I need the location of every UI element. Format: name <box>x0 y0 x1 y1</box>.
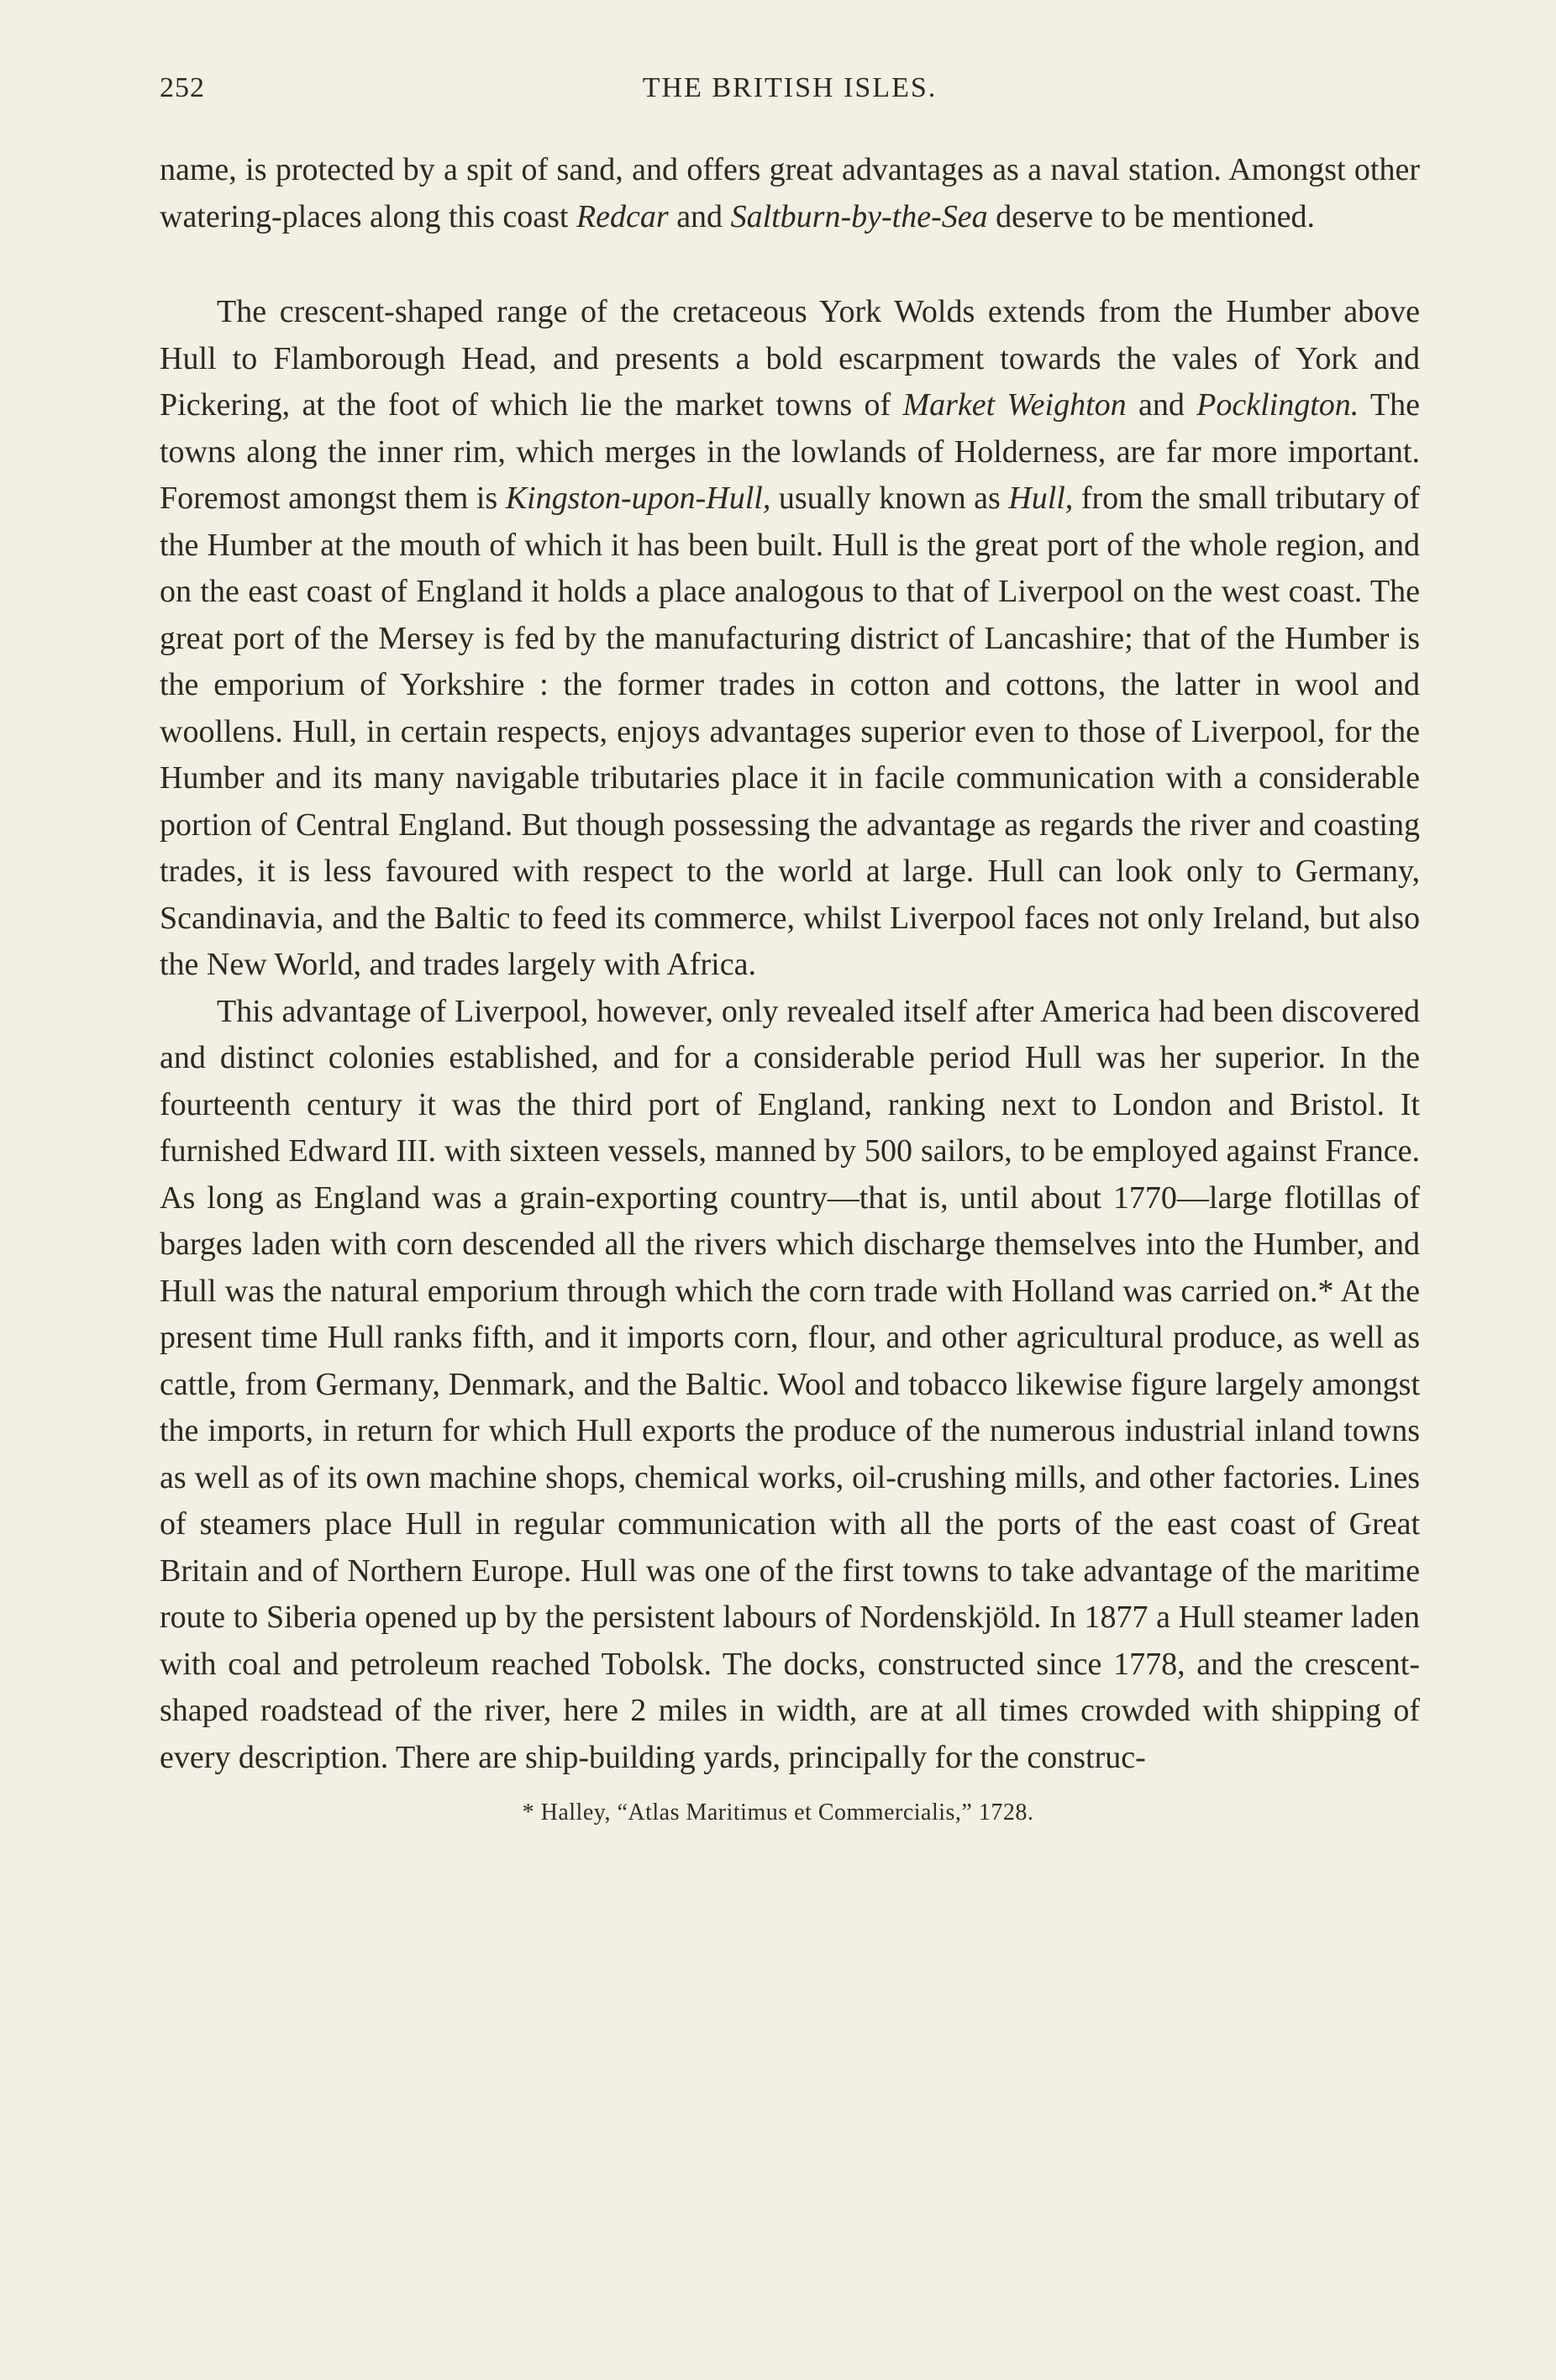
p2-italic-kingston: Kingston-upon-Hull, <box>505 481 771 516</box>
p2-text-c: The towns along the inner rim, which merges in the lowlands of Holderness, are far more important. Foremost amongst them is <box>160 387 1420 516</box>
p2-italic-hull: Hull, <box>1008 481 1074 516</box>
p1-italic-redcar: Redcar <box>576 198 669 234</box>
p2-italic-pocklington: Pocklington. <box>1196 387 1359 423</box>
footnote: * Halley, “Atlas Maritimus et Commercialis,” 1728. <box>522 1799 1034 1826</box>
paragraph-2 <box>160 289 1420 989</box>
p1-text-c: deserve to be mentioned. <box>987 198 1315 234</box>
p2-text-d: usually known as <box>770 481 1009 516</box>
body-text <box>160 147 1420 1781</box>
running-title: THE BRITISH ISLES. <box>642 72 938 103</box>
p1-italic-saltburn: Saltburn-by-the-Sea <box>730 198 988 234</box>
p2-text-e: from the small tributary of the Humber at the mouth of which it has been built. Hull is the great port of the whole region, and on the east coast of England it holds a place analogous to that of Liverpool on the west coast. The great port of the Mersey is fed by the manufacturing district of Lancashire; that of the Humber is the emporium of Yorkshire : the former trades in cotton and cottons, the latter in wool and woollens. Hull, in certain respects, enjoys advantages superior even to those of Liverpool, for the Humber and its many navigable tributaries place it in facile communication with a considerable portion of Central England. But though possessing the advantage as regards the river and coasting trades, it is less favoured with respect to the world at large. Hull can look only to Germany, Scandinavia, and the Baltic to feed its commerce, whilst Liverpool faces not only Ireland, but also the New World, and trades largely with Africa. <box>160 481 1420 982</box>
paragraph-1 <box>160 147 1420 240</box>
page-number: 252 <box>160 72 205 103</box>
paragraph-gap <box>160 240 1420 289</box>
p2-italic-market-weighton: Market Weighton <box>902 387 1127 423</box>
p1-text-a: name, is protected by a spit of sand, and offers great advantages as a naval station. Amongst other watering-places along this coast <box>160 152 1420 234</box>
p2-text-a: The crescent-shaped range of the cretaceous York Wolds extends from the Humber above Hull to Flamborough Head, and presents a bold escarpment towards the vales of York and Pickering, at the foot of which lie the market towns of <box>160 294 1420 423</box>
running-head <box>160 72 1420 123</box>
paragraph-3: This advantage of Liverpool, however, only revealed itself after America had been discovered and distinct colonies established, and for a considerable period Hull was her superior. In the fourteenth century it was the third port of England, ranking next to London and Bristol. It furnished Edward III. with sixteen vessels, manned by 500 sailors, to be employed against France. As long as England was a grain-exporting country—that is, until about 1770—large flotillas of barges laden with corn descended all the rivers which discharge themselves into the Humber, and Hull was the natural emporium through which the corn trade with Holland was carried on.* At the present time Hull ranks fifth, and it imports corn, flour, and other agricultural produce, as well as cattle, from Germany, Denmark, and the Baltic. Wool and tobacco likewise figure largely amongst the imports, in return for which Hull exports the produce of the numerous industrial inland towns as well as of its own machine shops, chemical works, oil-crushing mills, and other factories. Lines of steamers place Hull in regular communication with all the ports of the east coast of Great Britain and of Northern Europe. Hull was one of the first towns to take advantage of the maritime route to Siberia opened up by the persistent labours of Nordenskjöld. In 1877 a Hull steamer laden with coal and petroleum reached Tobolsk. The docks, constructed since 1778, and the crescent-shaped roadstead of the river, here 2 miles in width, are at all times crowded with shipping of every description. There are ship-building yards, principally for the construc- <box>160 993 1420 1775</box>
p1-text-b: and <box>668 198 731 234</box>
p2-text-b: and <box>1126 387 1197 423</box>
